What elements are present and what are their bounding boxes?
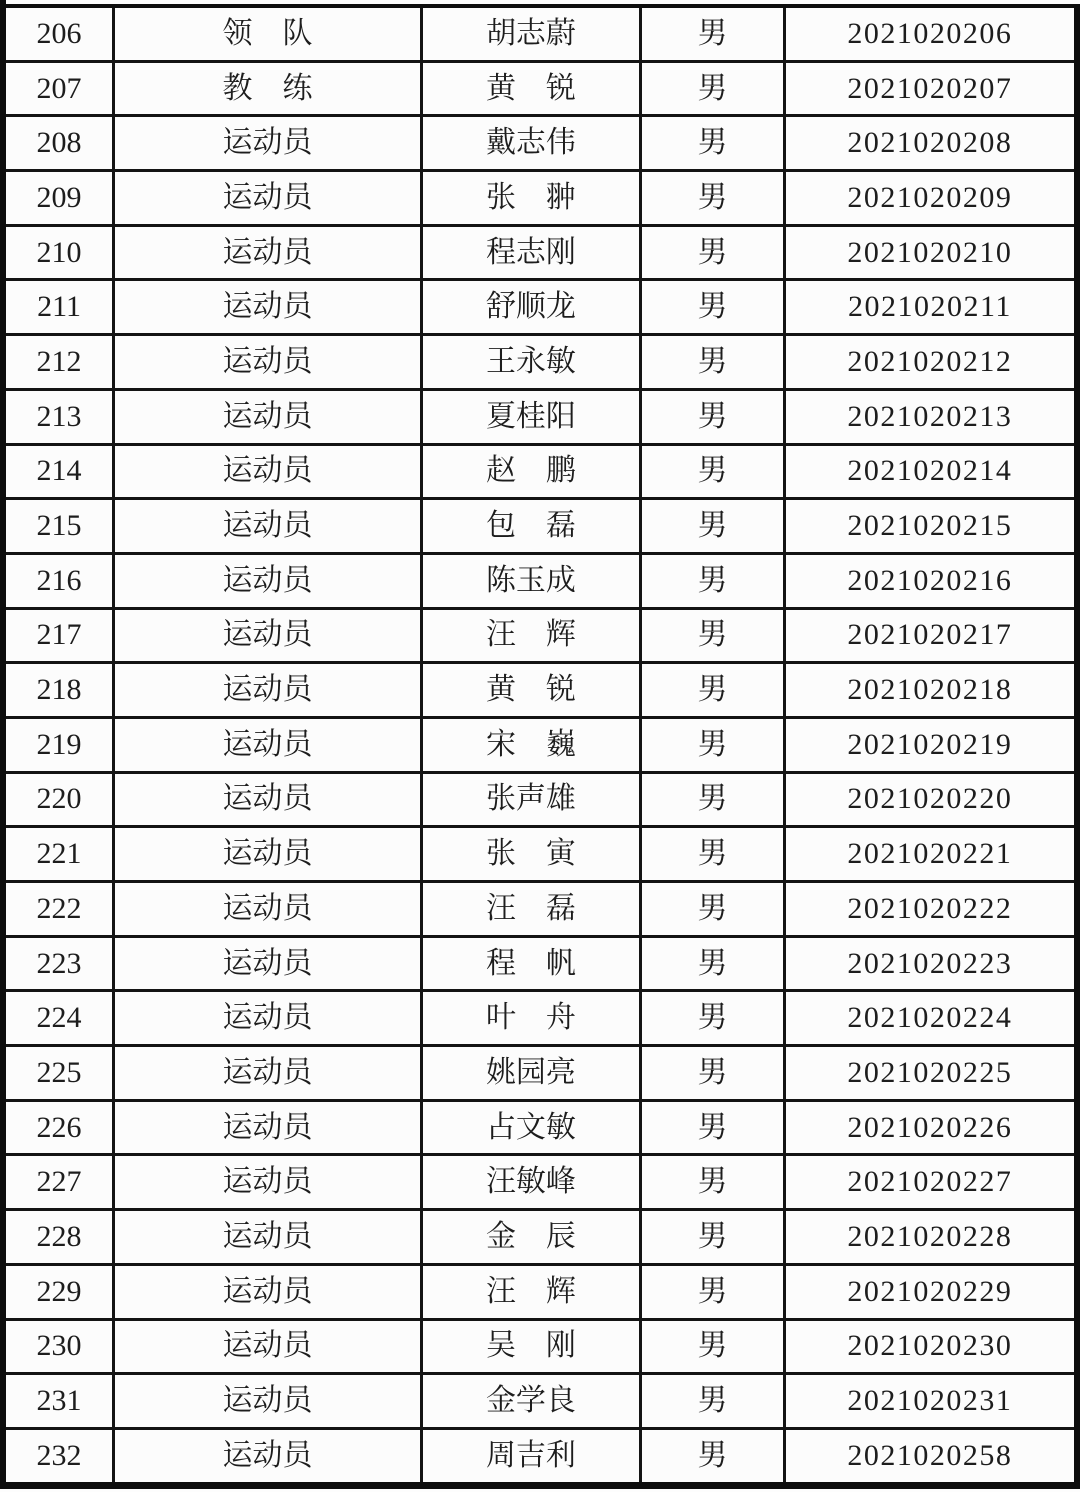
table-row <box>3 280 1077 335</box>
cell-role: 运动员 <box>114 389 422 444</box>
table-row <box>3 1155 1077 1210</box>
table-row <box>3 553 1077 608</box>
cell-name: 占文敏 <box>421 1100 640 1155</box>
table-row <box>3 663 1077 718</box>
cell-name: 王永敏 <box>421 335 640 390</box>
cell-id: 2021020226 <box>784 1100 1077 1155</box>
cell-name: 姚园亮 <box>421 1046 640 1101</box>
cell-number: 222 <box>3 882 114 937</box>
cell-name: 汪 辉 <box>421 1264 640 1319</box>
cell-gender: 男 <box>641 61 785 116</box>
roster-table <box>0 4 1080 1489</box>
cell-number: 217 <box>3 608 114 663</box>
cell-role: 运动员 <box>114 225 422 280</box>
cell-gender: 男 <box>641 1428 785 1485</box>
cell-id: 2021020219 <box>784 717 1077 772</box>
cell-id: 2021020224 <box>784 991 1077 1046</box>
cell-name: 汪敏峰 <box>421 1155 640 1210</box>
cell-id: 2021020217 <box>784 608 1077 663</box>
cell-id: 2021020208 <box>784 116 1077 171</box>
cell-id: 2021020215 <box>784 499 1077 554</box>
cell-name: 陈玉成 <box>421 553 640 608</box>
cell-id: 2021020210 <box>784 225 1077 280</box>
table-row <box>3 171 1077 226</box>
cell-gender: 男 <box>641 772 785 827</box>
cell-id: 2021020258 <box>784 1428 1077 1485</box>
cell-number: 206 <box>3 6 114 61</box>
cell-gender: 男 <box>641 335 785 390</box>
cell-name: 张 翀 <box>421 171 640 226</box>
cell-id: 2021020218 <box>784 663 1077 718</box>
cell-role: 运动员 <box>114 1100 422 1155</box>
cell-role: 运动员 <box>114 280 422 335</box>
cell-gender: 男 <box>641 553 785 608</box>
table-row <box>3 225 1077 280</box>
cell-role: 运动员 <box>114 936 422 991</box>
cell-name: 张声雄 <box>421 772 640 827</box>
cell-id: 2021020214 <box>784 444 1077 499</box>
cell-gender: 男 <box>641 389 785 444</box>
cell-number: 232 <box>3 1428 114 1485</box>
cell-number: 229 <box>3 1264 114 1319</box>
cell-number: 219 <box>3 717 114 772</box>
cell-id: 2021020230 <box>784 1319 1077 1374</box>
cell-name: 吴 刚 <box>421 1319 640 1374</box>
cell-role: 运动员 <box>114 444 422 499</box>
table-row <box>3 717 1077 772</box>
cell-number: 227 <box>3 1155 114 1210</box>
cell-number: 207 <box>3 61 114 116</box>
cell-gender: 男 <box>641 717 785 772</box>
cell-number: 212 <box>3 335 114 390</box>
cell-name: 宋 巍 <box>421 717 640 772</box>
table-row <box>3 1374 1077 1429</box>
cell-role: 运动员 <box>114 1210 422 1265</box>
table-row <box>3 499 1077 554</box>
cell-number: 223 <box>3 936 114 991</box>
cell-number: 214 <box>3 444 114 499</box>
cell-gender: 男 <box>641 663 785 718</box>
cell-id: 2021020206 <box>784 6 1077 61</box>
cell-name: 赵 鹏 <box>421 444 640 499</box>
table-row <box>3 1100 1077 1155</box>
cell-id: 2021020225 <box>784 1046 1077 1101</box>
cell-number: 226 <box>3 1100 114 1155</box>
cell-role: 运动员 <box>114 717 422 772</box>
cell-number: 220 <box>3 772 114 827</box>
cell-name: 金学良 <box>421 1374 640 1429</box>
cell-number: 211 <box>3 280 114 335</box>
cell-name: 舒顺龙 <box>421 280 640 335</box>
cell-name: 黄 锐 <box>421 663 640 718</box>
cell-gender: 男 <box>641 1155 785 1210</box>
cell-gender: 男 <box>641 6 785 61</box>
cell-name: 黄 锐 <box>421 61 640 116</box>
cell-role: 运动员 <box>114 1155 422 1210</box>
cell-number: 231 <box>3 1374 114 1429</box>
cell-role: 运动员 <box>114 991 422 1046</box>
cell-role: 运动员 <box>114 1319 422 1374</box>
table-row <box>3 444 1077 499</box>
cell-id: 2021020207 <box>784 61 1077 116</box>
table-row <box>3 1210 1077 1265</box>
cell-role: 运动员 <box>114 335 422 390</box>
cell-gender: 男 <box>641 116 785 171</box>
table-row <box>3 6 1077 61</box>
cell-number: 213 <box>3 389 114 444</box>
cell-id: 2021020229 <box>784 1264 1077 1319</box>
cell-gender: 男 <box>641 1319 785 1374</box>
cell-gender: 男 <box>641 499 785 554</box>
cell-name: 包 磊 <box>421 499 640 554</box>
cell-id: 2021020227 <box>784 1155 1077 1210</box>
cell-role: 运动员 <box>114 1374 422 1429</box>
cell-id: 2021020211 <box>784 280 1077 335</box>
cell-role: 运动员 <box>114 827 422 882</box>
table-row <box>3 1319 1077 1374</box>
cell-role: 运动员 <box>114 171 422 226</box>
cell-name: 汪 磊 <box>421 882 640 937</box>
table-row <box>3 335 1077 390</box>
cell-role: 运动员 <box>114 882 422 937</box>
cell-number: 210 <box>3 225 114 280</box>
cell-name: 周吉利 <box>421 1428 640 1485</box>
cell-gender: 男 <box>641 225 785 280</box>
cell-number: 218 <box>3 663 114 718</box>
table-row <box>3 1428 1077 1485</box>
cell-gender: 男 <box>641 1210 785 1265</box>
cell-id: 2021020221 <box>784 827 1077 882</box>
cell-id: 2021020213 <box>784 389 1077 444</box>
cell-role: 运动员 <box>114 1046 422 1101</box>
cell-number: 221 <box>3 827 114 882</box>
cell-number: 224 <box>3 991 114 1046</box>
cell-id: 2021020220 <box>784 772 1077 827</box>
cell-gender: 男 <box>641 827 785 882</box>
cell-id: 2021020231 <box>784 1374 1077 1429</box>
table-row <box>3 116 1077 171</box>
cell-number: 209 <box>3 171 114 226</box>
cell-role: 运动员 <box>114 772 422 827</box>
cell-role: 运动员 <box>114 553 422 608</box>
cell-id: 2021020222 <box>784 882 1077 937</box>
table-row <box>3 882 1077 937</box>
cell-role: 教 练 <box>114 61 422 116</box>
cell-id: 2021020212 <box>784 335 1077 390</box>
cell-gender: 男 <box>641 608 785 663</box>
cell-gender: 男 <box>641 1046 785 1101</box>
roster-table-body <box>3 6 1077 1485</box>
table-row <box>3 936 1077 991</box>
cell-id: 2021020209 <box>784 171 1077 226</box>
cell-gender: 男 <box>641 444 785 499</box>
cell-role: 运动员 <box>114 1264 422 1319</box>
table-row <box>3 772 1077 827</box>
cell-name: 戴志伟 <box>421 116 640 171</box>
cell-gender: 男 <box>641 991 785 1046</box>
table-row <box>3 389 1077 444</box>
table-row <box>3 61 1077 116</box>
cell-role: 运动员 <box>114 499 422 554</box>
cell-gender: 男 <box>641 1100 785 1155</box>
cell-gender: 男 <box>641 1264 785 1319</box>
cell-number: 230 <box>3 1319 114 1374</box>
cell-role: 运动员 <box>114 1428 422 1485</box>
cell-number: 225 <box>3 1046 114 1101</box>
cell-role: 运动员 <box>114 116 422 171</box>
cell-number: 228 <box>3 1210 114 1265</box>
cell-gender: 男 <box>641 171 785 226</box>
cell-gender: 男 <box>641 882 785 937</box>
cell-name: 叶 舟 <box>421 991 640 1046</box>
cell-gender: 男 <box>641 280 785 335</box>
cell-role: 运动员 <box>114 663 422 718</box>
cell-gender: 男 <box>641 1374 785 1429</box>
cell-id: 2021020223 <box>784 936 1077 991</box>
cell-role: 运动员 <box>114 608 422 663</box>
cell-name: 程志刚 <box>421 225 640 280</box>
cell-name: 胡志蔚 <box>421 6 640 61</box>
cell-name: 金 辰 <box>421 1210 640 1265</box>
cell-name: 程 帆 <box>421 936 640 991</box>
cell-id: 2021020228 <box>784 1210 1077 1265</box>
cell-id: 2021020216 <box>784 553 1077 608</box>
table-row <box>3 1046 1077 1101</box>
cell-name: 夏桂阳 <box>421 389 640 444</box>
table-row <box>3 1264 1077 1319</box>
cell-role: 领 队 <box>114 6 422 61</box>
cell-name: 汪 辉 <box>421 608 640 663</box>
cell-gender: 男 <box>641 936 785 991</box>
table-row <box>3 827 1077 882</box>
table-row <box>3 991 1077 1046</box>
cell-number: 208 <box>3 116 114 171</box>
table-row <box>3 608 1077 663</box>
cell-name: 张 寅 <box>421 827 640 882</box>
cell-number: 215 <box>3 499 114 554</box>
cell-number: 216 <box>3 553 114 608</box>
